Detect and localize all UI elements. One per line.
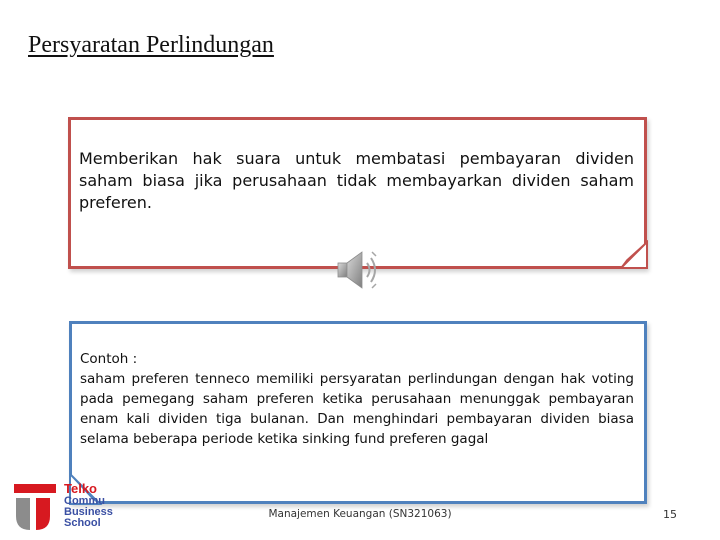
example-content — [80, 349, 634, 449]
school-logo — [10, 480, 130, 536]
logo-text-line4: School — [64, 517, 101, 529]
logo-text-line2: Commu — [64, 495, 105, 507]
speaker-icon[interactable] — [334, 247, 384, 293]
page-curl-red — [617, 240, 649, 272]
definition-text: Memberikan hak suara untuk membatasi pembayaran dividen saham biasa jika perusahaan tidak membayarkan dividen saham preferen. — [79, 149, 634, 212]
slide-title: Persyaratan Perlindungan — [28, 32, 274, 58]
example-box — [69, 321, 647, 504]
footer-course: Manajemen Keuangan (SN321063) — [268, 508, 452, 520]
logo-text-line1: Telko — [64, 481, 97, 496]
page-number: 15 — [663, 508, 677, 521]
logo-text-line3: Business — [64, 506, 113, 518]
example-heading: Contoh : — [80, 351, 138, 367]
example-text: saham preferen tenneco memiliki persyaratan perlindungan dengan hak voting pada pemegang saham preferen ketika perusahaan menunggak pembayaran enam kali dividen tiga bulanan. Dan menghindari pembayaran dividen biasa selama beberapa periode ketika sinking fund preferen gagal — [80, 371, 634, 447]
telkom-logo-icon — [10, 482, 58, 534]
